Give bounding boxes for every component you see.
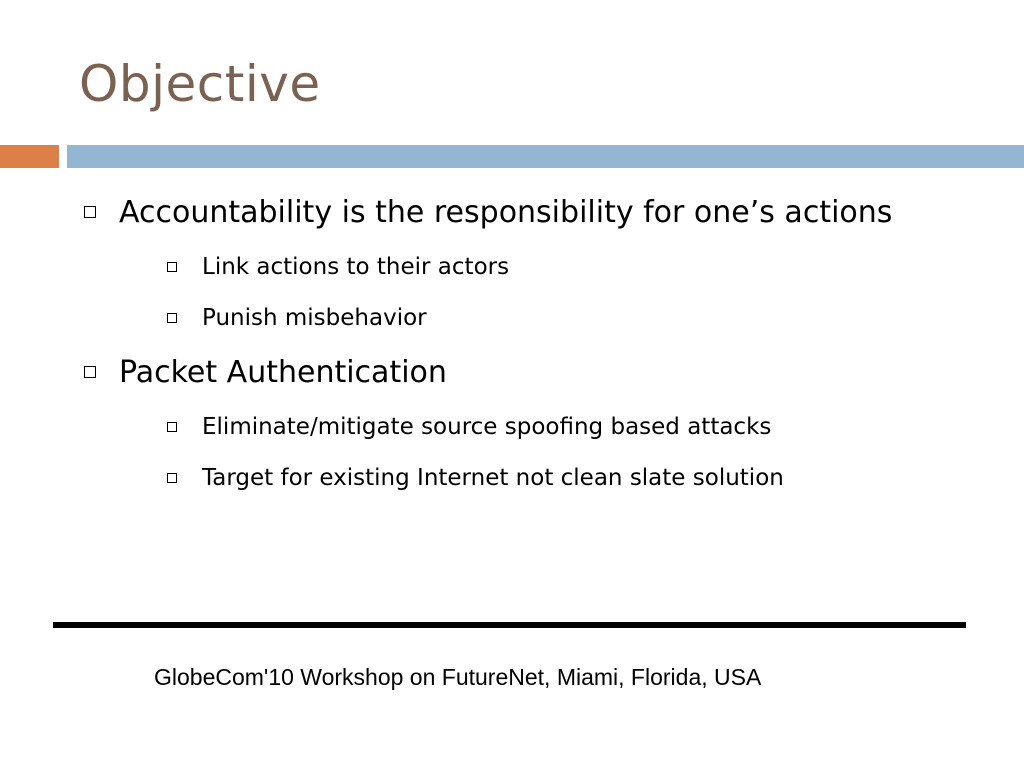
hollow-square-bullet-icon <box>84 366 96 378</box>
bullet-item <box>80 352 447 392</box>
footer-divider <box>53 622 966 628</box>
slide-title: Objective <box>79 55 321 113</box>
accent-bar-orange <box>0 145 59 168</box>
bullet-item <box>80 192 892 232</box>
hollow-square-bullet-icon <box>84 206 96 218</box>
sub-bullet-item <box>162 411 771 443</box>
sub-bullet-text: Target for existing Internet not clean slate solution <box>202 465 784 491</box>
hollow-square-bullet-icon <box>167 262 177 272</box>
hollow-square-bullet-icon <box>167 422 177 432</box>
sub-bullet-item <box>162 302 427 334</box>
bullet-text: Packet Authentication <box>119 354 447 390</box>
bullet-text: Accountability is the responsibility for one’s actions <box>119 194 893 230</box>
sub-bullet-item <box>162 462 784 494</box>
sub-bullet-text: Punish misbehavior <box>202 305 427 331</box>
sub-bullet-text: Eliminate/mitigate source spoofing based attacks <box>202 414 772 440</box>
footer-text: GlobeCom'10 Workshop on FutureNet, Miami, Florida, USA <box>154 664 762 690</box>
hollow-square-bullet-icon <box>167 473 177 483</box>
accent-bar-blue <box>67 145 1024 168</box>
sub-bullet-item <box>162 251 509 283</box>
hollow-square-bullet-icon <box>167 313 177 323</box>
sub-bullet-text: Link actions to their actors <box>202 254 510 280</box>
